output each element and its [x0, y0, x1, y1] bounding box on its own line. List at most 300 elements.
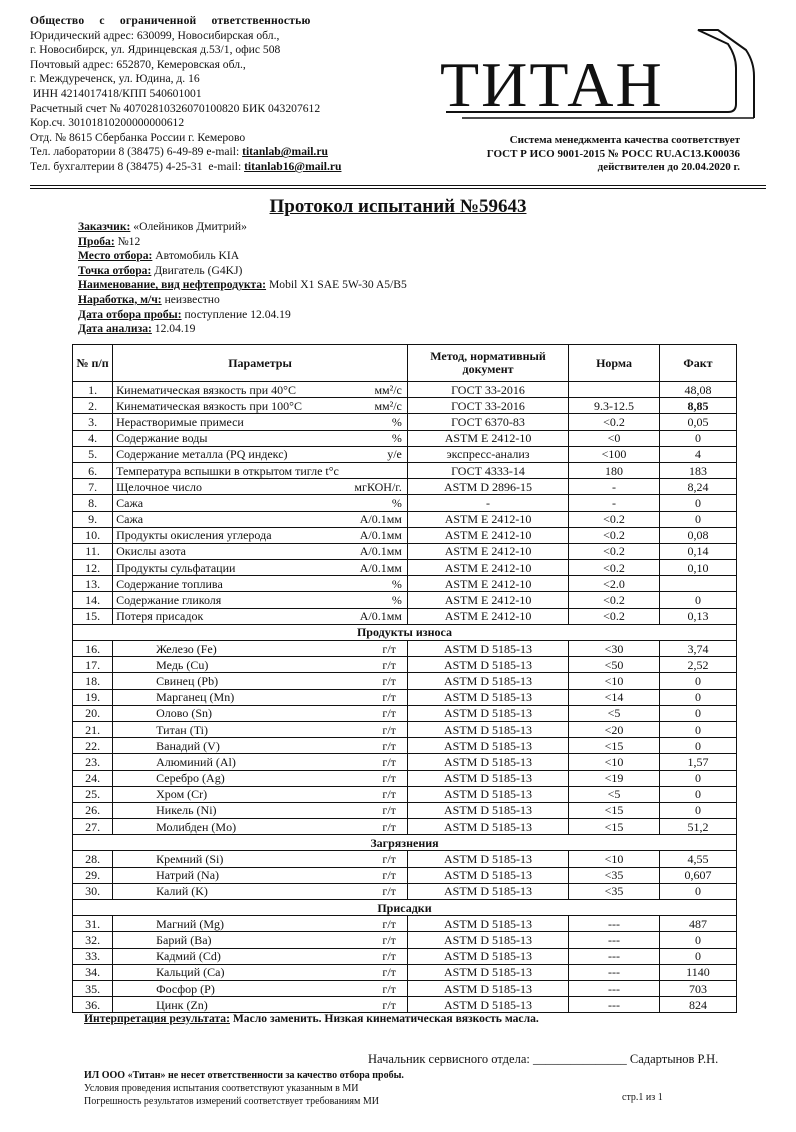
row-fact: 8,24 [659, 479, 736, 495]
parameter-name: Цинк (Zn) [156, 997, 208, 1012]
table-row [73, 964, 737, 980]
row-parameter [113, 819, 408, 835]
row-norm: <15 [569, 738, 660, 754]
row-parameter [113, 770, 408, 786]
table-row [73, 819, 737, 835]
row-number: 12. [73, 560, 113, 576]
row-parameter [113, 948, 408, 964]
row-method: ASTM D 5185-13 [407, 819, 568, 835]
row-fact: 2,52 [659, 657, 736, 673]
parameter-unit: г/т [382, 868, 396, 883]
table-row [73, 414, 737, 430]
row-number: 22. [73, 738, 113, 754]
row-method: ASTM D 5185-13 [407, 738, 568, 754]
parameter-name: Кремний (Si) [156, 852, 224, 867]
row-fact: 4 [659, 446, 736, 462]
section-row [73, 624, 737, 640]
parameter-unit: г/т [382, 673, 396, 688]
row-norm: <30 [569, 641, 660, 657]
row-method: ASTM E 2412-10 [407, 576, 568, 592]
row-parameter [113, 479, 408, 495]
row-parameter [113, 738, 408, 754]
lab-email-link[interactable]: titanlab@mail.ru [242, 145, 328, 159]
row-method: ASTM D 5185-13 [407, 802, 568, 818]
row-number: 29. [73, 867, 113, 883]
row-number: 14. [73, 592, 113, 608]
parameter-name: Содержание гликоля [116, 593, 222, 608]
row-number: 24. [73, 770, 113, 786]
parameter-unit: г/т [382, 949, 396, 964]
row-norm: <0.2 [569, 543, 660, 559]
row-method: ASTM D 5185-13 [407, 867, 568, 883]
row-norm: <10 [569, 754, 660, 770]
row-number: 5. [73, 446, 113, 462]
table-row [73, 576, 737, 592]
address-line: г. Новосибирск, ул. Ядринцевская д.53/1, офис 508 [30, 43, 281, 57]
page-number: стр.1 из 1 [622, 1092, 663, 1103]
row-number: 25. [73, 786, 113, 802]
address-line: Юридический адрес: 630099, Новосибирская обл., [30, 28, 280, 42]
row-parameter [113, 964, 408, 980]
sample-info [78, 220, 407, 337]
row-fact: 0 [659, 770, 736, 786]
table-row [73, 398, 737, 414]
row-parameter [113, 495, 408, 511]
parameter-name: Марганец (Mn) [156, 690, 235, 705]
parameter-unit: А/0.1мм [359, 544, 402, 559]
row-number: 26. [73, 802, 113, 818]
table-row [73, 430, 737, 446]
row-number: 1. [73, 382, 113, 398]
table-row [73, 462, 737, 478]
row-fact: 0 [659, 511, 736, 527]
row-method: ASTM D 5185-13 [407, 705, 568, 721]
meta-row: Заказчик: «Олейников Дмитрий» [78, 220, 247, 233]
section-row [73, 835, 737, 851]
parameter-name: Щелочное число [116, 479, 202, 494]
bank-line: Отд. № 8615 Сбербанка России г. Кемерово [30, 130, 246, 144]
row-number: 35. [73, 980, 113, 996]
table-row [73, 608, 737, 624]
row-parameter [113, 414, 408, 430]
meta-row: Место отбора: Автомобиль KIA [78, 249, 240, 263]
parameter-name: Медь (Cu) [156, 657, 209, 672]
footer-note: Погрешность результатов измерений соответствует требованиям МИ [84, 1096, 379, 1107]
parameter-name: Продукты сульфатации [116, 560, 236, 575]
table-row [73, 721, 737, 737]
row-parameter [113, 657, 408, 673]
row-number: 21. [73, 721, 113, 737]
parameter-name: Содержание металла (PQ индекс) [116, 447, 288, 462]
row-method: ГОСТ 4333-14 [407, 462, 568, 478]
table-row [73, 543, 737, 559]
row-method: ASTM E 2412-10 [407, 560, 568, 576]
table-row [73, 446, 737, 462]
parameter-unit: г/т [382, 690, 396, 705]
parameter-unit: г/т [382, 706, 396, 721]
parameter-name: Олово (Sn) [156, 706, 213, 721]
table-row [73, 382, 737, 398]
account-line: Расчетный счет № 40702810326070100820 БИК 043207612 [30, 101, 321, 115]
table-row [73, 657, 737, 673]
parameter-name: Кинематическая вязкость при 40°С [116, 382, 296, 397]
row-number: 11. [73, 543, 113, 559]
parameter-name: Свинец (Pb) [156, 673, 219, 688]
company-type: Общество с ограниченной ответственностью [30, 14, 311, 27]
parameter-unit: г/т [382, 852, 396, 867]
row-parameter [113, 786, 408, 802]
table-row [73, 592, 737, 608]
row-fact: 0 [659, 705, 736, 721]
row-parameter [113, 446, 408, 462]
row-parameter [113, 689, 408, 705]
table-row [73, 673, 737, 689]
row-number: 6. [73, 462, 113, 478]
row-norm: --- [569, 997, 660, 1013]
row-method: ASTM D 5185-13 [407, 673, 568, 689]
row-method: ASTM D 5185-13 [407, 721, 568, 737]
table-row [73, 511, 737, 527]
parameter-unit: г/т [382, 771, 396, 786]
row-norm: - [569, 495, 660, 511]
address-line: Почтовый адрес: 652870, Кемеровская обл., [30, 57, 246, 71]
row-norm: <35 [569, 867, 660, 883]
row-fact: 0 [659, 495, 736, 511]
parameter-unit: г/т [382, 916, 396, 931]
row-number: 7. [73, 479, 113, 495]
row-method: ASTM D 5185-13 [407, 786, 568, 802]
table-row [73, 916, 737, 932]
parameter-unit: г/т [382, 803, 396, 818]
results-table [72, 344, 737, 1013]
parameter-name: Молибден (Mo) [156, 819, 237, 834]
row-parameter [113, 430, 408, 446]
row-fact: 0 [659, 786, 736, 802]
row-norm: --- [569, 948, 660, 964]
meta-row: Точка отбора: Двигатель (G4KJ) [78, 263, 243, 277]
row-norm: <19 [569, 770, 660, 786]
parameter-unit: г/т [382, 738, 396, 753]
table-row [73, 883, 737, 899]
parameter-name: Нерастворимые примеси [116, 414, 244, 429]
row-number: 28. [73, 851, 113, 867]
row-method: ASTM E 2412-10 [407, 592, 568, 608]
row-number: 3. [73, 414, 113, 430]
row-fact: 0 [659, 721, 736, 737]
row-norm: - [569, 479, 660, 495]
row-fact: 0 [659, 738, 736, 754]
parameter-name: Фосфор (P) [156, 981, 215, 996]
cert-line: Система менеджмента качества соответствует [509, 134, 740, 146]
row-number: 32. [73, 932, 113, 948]
table-row [73, 867, 737, 883]
row-parameter [113, 560, 408, 576]
parameter-name: Магний (Mg) [156, 916, 224, 931]
parameter-unit: А/0.1мм [359, 528, 402, 543]
row-fact [659, 576, 736, 592]
header-fact: Факт [659, 345, 736, 382]
header-norm: Норма [569, 345, 660, 382]
parameter-name: Содержание топлива [116, 576, 223, 591]
corr-account-line: Кор.сч. 30101810200000000612 [30, 116, 185, 130]
row-fact: 0 [659, 802, 736, 818]
parameter-unit: г/т [382, 787, 396, 802]
row-number: 23. [73, 754, 113, 770]
footer-notes [84, 1069, 404, 1108]
row-norm: <10 [569, 851, 660, 867]
accounting-email-link[interactable]: titanlab16@mail.ru [244, 159, 342, 173]
row-norm: --- [569, 916, 660, 932]
row-fact: 8,85 [659, 398, 736, 414]
row-number: 8. [73, 495, 113, 511]
table-row [73, 738, 737, 754]
table-row [73, 754, 737, 770]
row-number: 36. [73, 997, 113, 1013]
header-divider [30, 185, 766, 186]
inn-line: ИНН 4214017418/КПП 540601001 [30, 86, 202, 100]
row-number: 13. [73, 576, 113, 592]
row-number: 27. [73, 819, 113, 835]
row-norm: --- [569, 932, 660, 948]
row-norm: <50 [569, 657, 660, 673]
row-method: ГОСТ 6370-83 [407, 414, 568, 430]
row-method: ASTM D 5185-13 [407, 948, 568, 964]
row-method: ASTM D 5185-13 [407, 964, 568, 980]
header-param: Параметры [113, 345, 408, 382]
table-row [73, 948, 737, 964]
row-fact: 0,05 [659, 414, 736, 430]
row-number: 10. [73, 527, 113, 543]
row-fact: 0 [659, 883, 736, 899]
address-line: г. Междуреченск, ул. Юдина, д. 16 [30, 72, 200, 86]
parameter-name: Железо (Fe) [156, 641, 217, 656]
row-number: 9. [73, 511, 113, 527]
row-number: 17. [73, 657, 113, 673]
meta-row: Наработка, м/ч: неизвестно [78, 292, 220, 306]
row-fact: 1140 [659, 964, 736, 980]
parameter-unit: г/т [382, 981, 396, 996]
row-method: ASTM D 5185-13 [407, 980, 568, 996]
row-number: 16. [73, 641, 113, 657]
row-method: ASTM D 5185-13 [407, 689, 568, 705]
row-norm: <0.2 [569, 511, 660, 527]
cert-line: действителен до 20.04.2020 г. [597, 161, 740, 173]
parameter-unit: мм²/с [374, 398, 402, 413]
row-parameter [113, 673, 408, 689]
parameter-name: Калий (K) [156, 884, 208, 899]
row-fact: 48,08 [659, 382, 736, 398]
row-number: 30. [73, 883, 113, 899]
parameter-name: Сажа [116, 512, 144, 527]
parameter-name: Температура вспышки в открытом тигле t°c [116, 463, 339, 478]
parameter-unit: г/т [382, 657, 396, 672]
row-norm: <15 [569, 819, 660, 835]
signature-line: Начальник сервисного отдела: _______________ Садартынов Р.Н. [368, 1052, 719, 1066]
row-norm: <5 [569, 705, 660, 721]
meta-row: Дата отбора пробы: поступление 12.04.19 [78, 307, 291, 321]
row-fact: 0,13 [659, 608, 736, 624]
row-fact: 0 [659, 689, 736, 705]
row-norm: <14 [569, 689, 660, 705]
row-parameter [113, 883, 408, 899]
row-fact: 4,55 [659, 851, 736, 867]
header-num: № п/п [73, 345, 113, 382]
parameter-name: Серебро (Ag) [156, 771, 225, 786]
row-fact: 0 [659, 592, 736, 608]
meta-row: Наименование, вид нефтепродукта: Mobil X1 SAE 5W-30 A5/B5 [78, 278, 407, 292]
row-parameter [113, 641, 408, 657]
row-parameter [113, 543, 408, 559]
row-method: ASTM D 5185-13 [407, 770, 568, 786]
row-norm [569, 382, 660, 398]
row-norm: <10 [569, 673, 660, 689]
parameter-unit: % [391, 414, 402, 429]
parameter-unit: мм²/с [374, 382, 402, 397]
row-fact: 0,10 [659, 560, 736, 576]
table-row [73, 560, 737, 576]
parameter-unit: А/0.1мм [359, 560, 402, 575]
logo-text: ТИТАН [440, 49, 664, 120]
parameter-unit: г/т [382, 997, 396, 1012]
row-fact: 0,607 [659, 867, 736, 883]
row-method: ASTM D 5185-13 [407, 657, 568, 673]
row-parameter [113, 592, 408, 608]
table-row [73, 641, 737, 657]
row-fact: 703 [659, 980, 736, 996]
row-method: ASTM D 5185-13 [407, 997, 568, 1013]
footer-note: Условия проведения испытания соответствуют указанным в МИ [84, 1083, 359, 1094]
parameter-name: Продукты окисления углерода [116, 528, 272, 543]
row-parameter [113, 802, 408, 818]
table-row [73, 770, 737, 786]
row-norm: --- [569, 980, 660, 996]
parameter-name: Окислы азота [116, 544, 186, 559]
parameter-unit: мгКОН/г. [354, 479, 402, 494]
row-norm: <5 [569, 786, 660, 802]
table-row [73, 786, 737, 802]
row-parameter [113, 527, 408, 543]
row-parameter [113, 754, 408, 770]
interpretation: Интерпретация результата: Масло заменить. Низкая кинематическая вязкость масла. [84, 1012, 539, 1025]
row-fact: 3,74 [659, 641, 736, 657]
accounting-contact: Тел. бухгалтерии 8 (38475) 4-25-31 e-mail: titanlab16@mail.ru [30, 159, 342, 173]
row-method: ASTM D 5185-13 [407, 851, 568, 867]
section-title: Продукты износа [73, 624, 737, 640]
row-number: 34. [73, 964, 113, 980]
row-norm: 180 [569, 462, 660, 478]
table-body [73, 382, 737, 1013]
section-row [73, 900, 737, 916]
parameter-unit: г/т [382, 819, 396, 834]
row-norm: <15 [569, 802, 660, 818]
parameter-name: Хром (Cr) [156, 787, 208, 802]
row-number: 33. [73, 948, 113, 964]
table-row [73, 851, 737, 867]
row-parameter [113, 511, 408, 527]
parameter-unit: % [391, 576, 402, 591]
parameter-name: Потеря присадок [116, 609, 204, 624]
parameter-name: Кинематическая вязкость при 100°С [116, 398, 302, 413]
row-method: ASTM D 5185-13 [407, 883, 568, 899]
table-row [73, 479, 737, 495]
row-norm: <0.2 [569, 592, 660, 608]
table-row [73, 932, 737, 948]
parameter-unit: г/т [382, 965, 396, 980]
footer-note: ИЛ ООО «Титан» не несет ответственности за качество отбора пробы. [84, 1070, 404, 1081]
parameter-name: Натрий (Na) [156, 868, 220, 883]
table-row [73, 997, 737, 1013]
row-fact: 0,08 [659, 527, 736, 543]
row-norm: <0.2 [569, 608, 660, 624]
row-parameter [113, 932, 408, 948]
row-norm: <2.0 [569, 576, 660, 592]
meta-row: Дата анализа: 12.04.19 [78, 322, 196, 336]
company-details [30, 14, 450, 175]
row-parameter [113, 462, 408, 478]
header-method: Метод, нормативный документ [407, 345, 568, 382]
row-number: 15. [73, 608, 113, 624]
row-norm: --- [569, 964, 660, 980]
row-method: экспресс-анализ [407, 446, 568, 462]
row-method: ASTM D 2896-15 [407, 479, 568, 495]
parameter-unit: г/т [382, 641, 396, 656]
row-number: 4. [73, 430, 113, 446]
page-title: Протокол испытаний №59643 [269, 196, 527, 217]
row-norm: <0.2 [569, 414, 660, 430]
row-method: ГОСТ 33-2016 [407, 398, 568, 414]
row-parameter [113, 382, 408, 398]
parameter-name: Никель (Ni) [156, 803, 217, 818]
parameter-unit: г/т [382, 932, 396, 947]
table-row [73, 802, 737, 818]
row-method: - [407, 495, 568, 511]
meta-row: Проба: №12 [78, 234, 141, 248]
section-title: Присадки [73, 900, 737, 916]
row-number: 18. [73, 673, 113, 689]
row-method: ASTM D 5185-13 [407, 641, 568, 657]
row-parameter [113, 916, 408, 932]
row-number: 20. [73, 705, 113, 721]
header-divider [30, 188, 766, 189]
row-parameter [113, 851, 408, 867]
row-norm: <35 [569, 883, 660, 899]
parameter-name: Барий (Ba) [156, 932, 212, 947]
parameter-name: Кальций (Ca) [156, 965, 225, 980]
row-parameter [113, 867, 408, 883]
parameter-unit: А/0.1мм [359, 609, 402, 624]
parameter-unit: % [391, 431, 402, 446]
row-parameter [113, 608, 408, 624]
parameter-name: Содержание воды [116, 431, 208, 446]
parameter-unit: г/т [382, 754, 396, 769]
row-fact: 0 [659, 430, 736, 446]
row-fact: 51,2 [659, 819, 736, 835]
row-method: ASTM E 2412-10 [407, 543, 568, 559]
row-fact: 1,57 [659, 754, 736, 770]
section-title: Загрязнения [73, 835, 737, 851]
parameter-name: Ванадий (V) [156, 738, 220, 753]
table-row [73, 495, 737, 511]
row-parameter [113, 398, 408, 414]
parameter-unit: у/е [387, 447, 402, 462]
row-parameter [113, 997, 408, 1013]
row-method: ASTM E 2412-10 [407, 527, 568, 543]
cert-line: ГОСТ Р ИСО 9001-2015 № РОСС RU.AC13.K00036 [486, 147, 740, 160]
parameter-unit: А/0.1мм [359, 512, 402, 527]
row-fact: 183 [659, 462, 736, 478]
table-row [73, 689, 737, 705]
row-fact: 824 [659, 997, 736, 1013]
